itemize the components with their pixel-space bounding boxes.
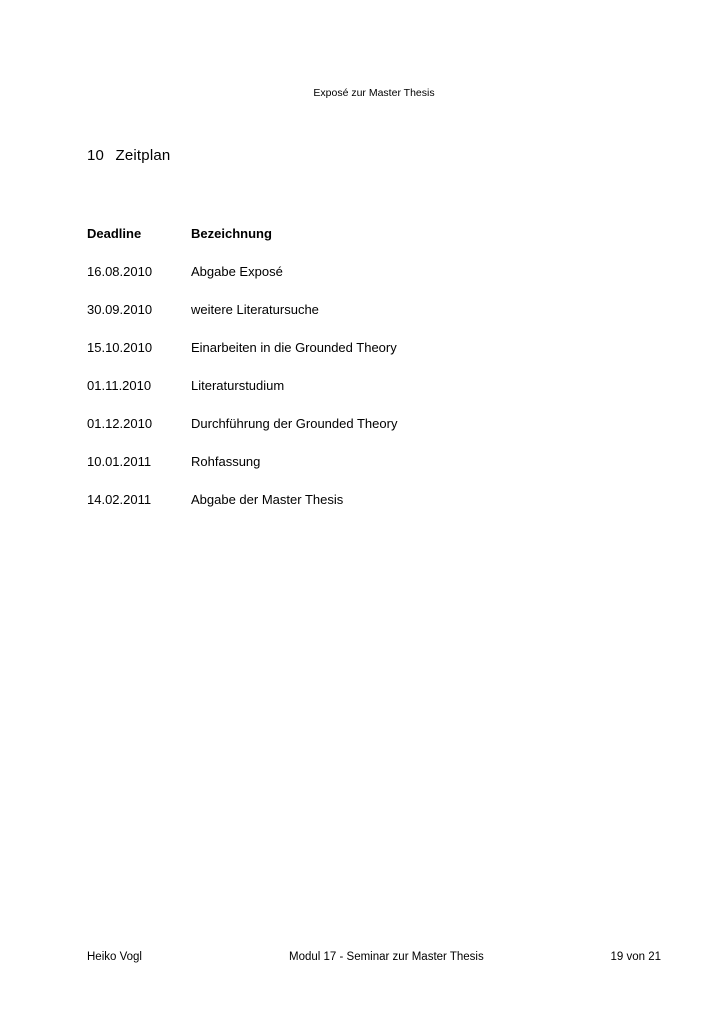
table-row — [87, 340, 647, 378]
page-header — [0, 87, 728, 99]
table-header-row — [87, 226, 647, 264]
row-date: 01.12.2010 — [87, 416, 153, 431]
row-date: 15.10.2010 — [87, 340, 153, 355]
row-date: 16.08.2010 — [87, 264, 153, 279]
footer-author: Heiko Vogl — [87, 951, 142, 963]
column-header-label: Bezeichnung — [191, 226, 272, 241]
table-row — [87, 416, 647, 454]
row-label: Rohfassung — [191, 454, 261, 469]
table-row — [87, 264, 647, 302]
row-label: Durchführung der Grounded Theory — [191, 416, 398, 431]
table-row — [87, 302, 647, 340]
footer-page-number: 19 von 21 — [610, 951, 661, 963]
footer-module: Modul 17 - Seminar zur Master Thesis — [289, 951, 484, 963]
header-title: Exposé zur Master Thesis — [313, 87, 435, 99]
row-label: Literaturstudium — [191, 378, 285, 393]
schedule-table — [87, 226, 647, 530]
page-footer — [87, 951, 661, 963]
section-number: 10 — [87, 147, 105, 164]
section-heading — [87, 147, 170, 164]
row-date: 14.02.2011 — [87, 492, 152, 507]
row-label: Abgabe der Master Thesis — [191, 492, 344, 507]
section-title: Zeitplan — [115, 147, 171, 164]
table-row — [87, 492, 647, 530]
row-date: 01.11.2010 — [87, 378, 152, 393]
row-date: 30.09.2010 — [87, 302, 153, 317]
row-label: Abgabe Exposé — [191, 264, 283, 279]
column-header-deadline: Deadline — [87, 226, 142, 241]
table-row — [87, 378, 647, 416]
row-label: Einarbeiten in die Grounded Theory — [191, 340, 397, 355]
table-row — [87, 454, 647, 492]
row-label: weitere Literatursuche — [191, 302, 319, 317]
row-date: 10.01.2011 — [87, 454, 152, 469]
